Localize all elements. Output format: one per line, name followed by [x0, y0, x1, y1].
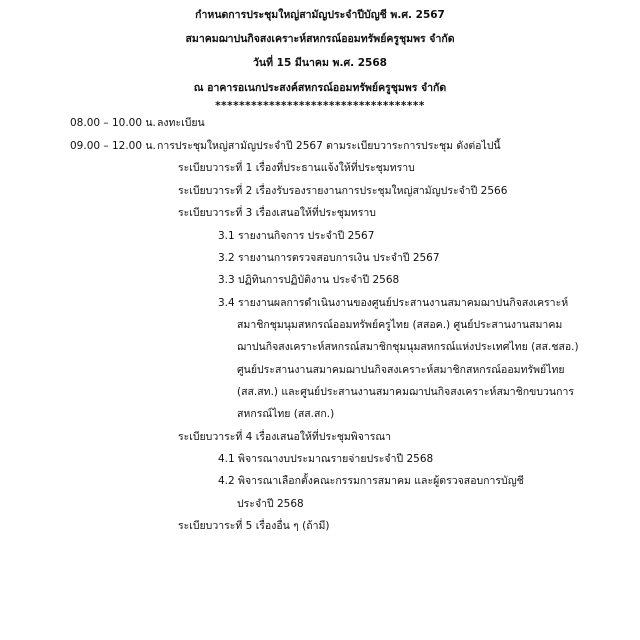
agenda-item-1: ระเบียบวาระที่ 1 เรื่องที่ประธานแจ้งให้ที่ประชุมทราบ: [178, 162, 415, 174]
agenda-item-2: ระเบียบวาระที่ 2 เรื่องรับรองรายงานการประชุมใหญ่สามัญประจำปี 2566: [178, 185, 508, 197]
meeting-date: วันที่ 15 มีนาคม พ.ศ. 2568: [253, 57, 387, 69]
agenda-item-4: ระเบียบวาระที่ 4 เรื่องเสนอให้ที่ประชุมพิจารณา: [178, 431, 392, 443]
agenda-subitem-3-4-continued: สมาชิกชุมนุมสหกรณ์ออมทรัพย์ครูไทย (สสอค.) ศูนย์ประสานงานสมาคม: [237, 319, 563, 331]
agenda-subitem-3-3: 3.3 ปฏิทินการปฏิบัติงาน ประจำปี 2568: [218, 274, 400, 286]
agenda-subitem-3-2: 3.2 รายงานการตรวจสอบการเงิน ประจำปี 2567: [218, 252, 440, 264]
agenda-subitem-3-4-continued: ศูนย์ประสานงานสมาคมฌาปนกิจสงเคราะห์สมาชิกสหกรณ์ออมทรัพย์ไทย: [237, 364, 565, 376]
agenda-subitem-4-2: 4.2 พิจารณาเลือกตั้งคณะกรรมการสมาคม และผู้ตรวจสอบการบัญชี: [218, 475, 524, 487]
schedule-time: 09.00 – 12.00 น.: [70, 140, 156, 152]
agenda-subitem-3-4-continued: สหกรณ์ไทย (สส.สก.): [237, 408, 335, 420]
agenda-subitem-3-1: 3.1 รายงานกิจการ ประจำปี 2567: [218, 230, 375, 242]
agenda-item-5: ระเบียบวาระที่ 5 เรื่องอื่น ๆ (ถ้ามี): [178, 520, 330, 532]
agenda-item-3: ระเบียบวาระที่ 3 เรื่องเสนอให้ที่ประชุมทราบ: [178, 207, 376, 219]
schedule-activity: ลงทะเบียน: [157, 117, 205, 129]
meeting-venue: ณ อาคารอเนกประสงค์สหกรณ์ออมทรัพย์ครูชุมพร จำกัด: [193, 82, 447, 94]
organization-name: สมาคมฌาปนกิจสงเคราะห์สหกรณ์ออมทรัพย์ครูชุมพร จำกัด: [185, 33, 455, 45]
agenda-subitem-4-1: 4.1 พิจารณางบประมาณรายจ่ายประจำปี 2568: [218, 453, 434, 465]
separator-line: ***********************************: [215, 100, 425, 112]
document-title: กำหนดการประชุมใหญ่สามัญประจำปีบัญชี พ.ศ. 2567: [195, 9, 445, 21]
agenda-subitem-4-2-continued: ประจำปี 2568: [237, 498, 304, 510]
schedule-time: 08.00 – 10.00 น.: [70, 117, 156, 129]
agenda-subitem-3-4: 3.4 รายงานผลการดำเนินงานของศูนย์ประสานงานสมาคมฌาปนกิจสงเคราะห์: [218, 297, 569, 309]
agenda-subitem-3-4-continued: (สส.สท.) และศูนย์ประสานงานสมาคมฌาปนกิจสงเคราะห์สมาชิกขบวนการ: [237, 386, 574, 398]
agenda-subitem-3-4-continued: ฌาปนกิจสงเคราะห์สหกรณ์สมาชิกชุมนุมสหกรณ์แห่งประเทศไทย (สส.ชสอ.): [237, 341, 579, 353]
schedule-activity: การประชุมใหญ่สามัญประจำปี 2567 ตามระเบียบวาระการประชุม ดังต่อไปนี้: [157, 140, 501, 152]
